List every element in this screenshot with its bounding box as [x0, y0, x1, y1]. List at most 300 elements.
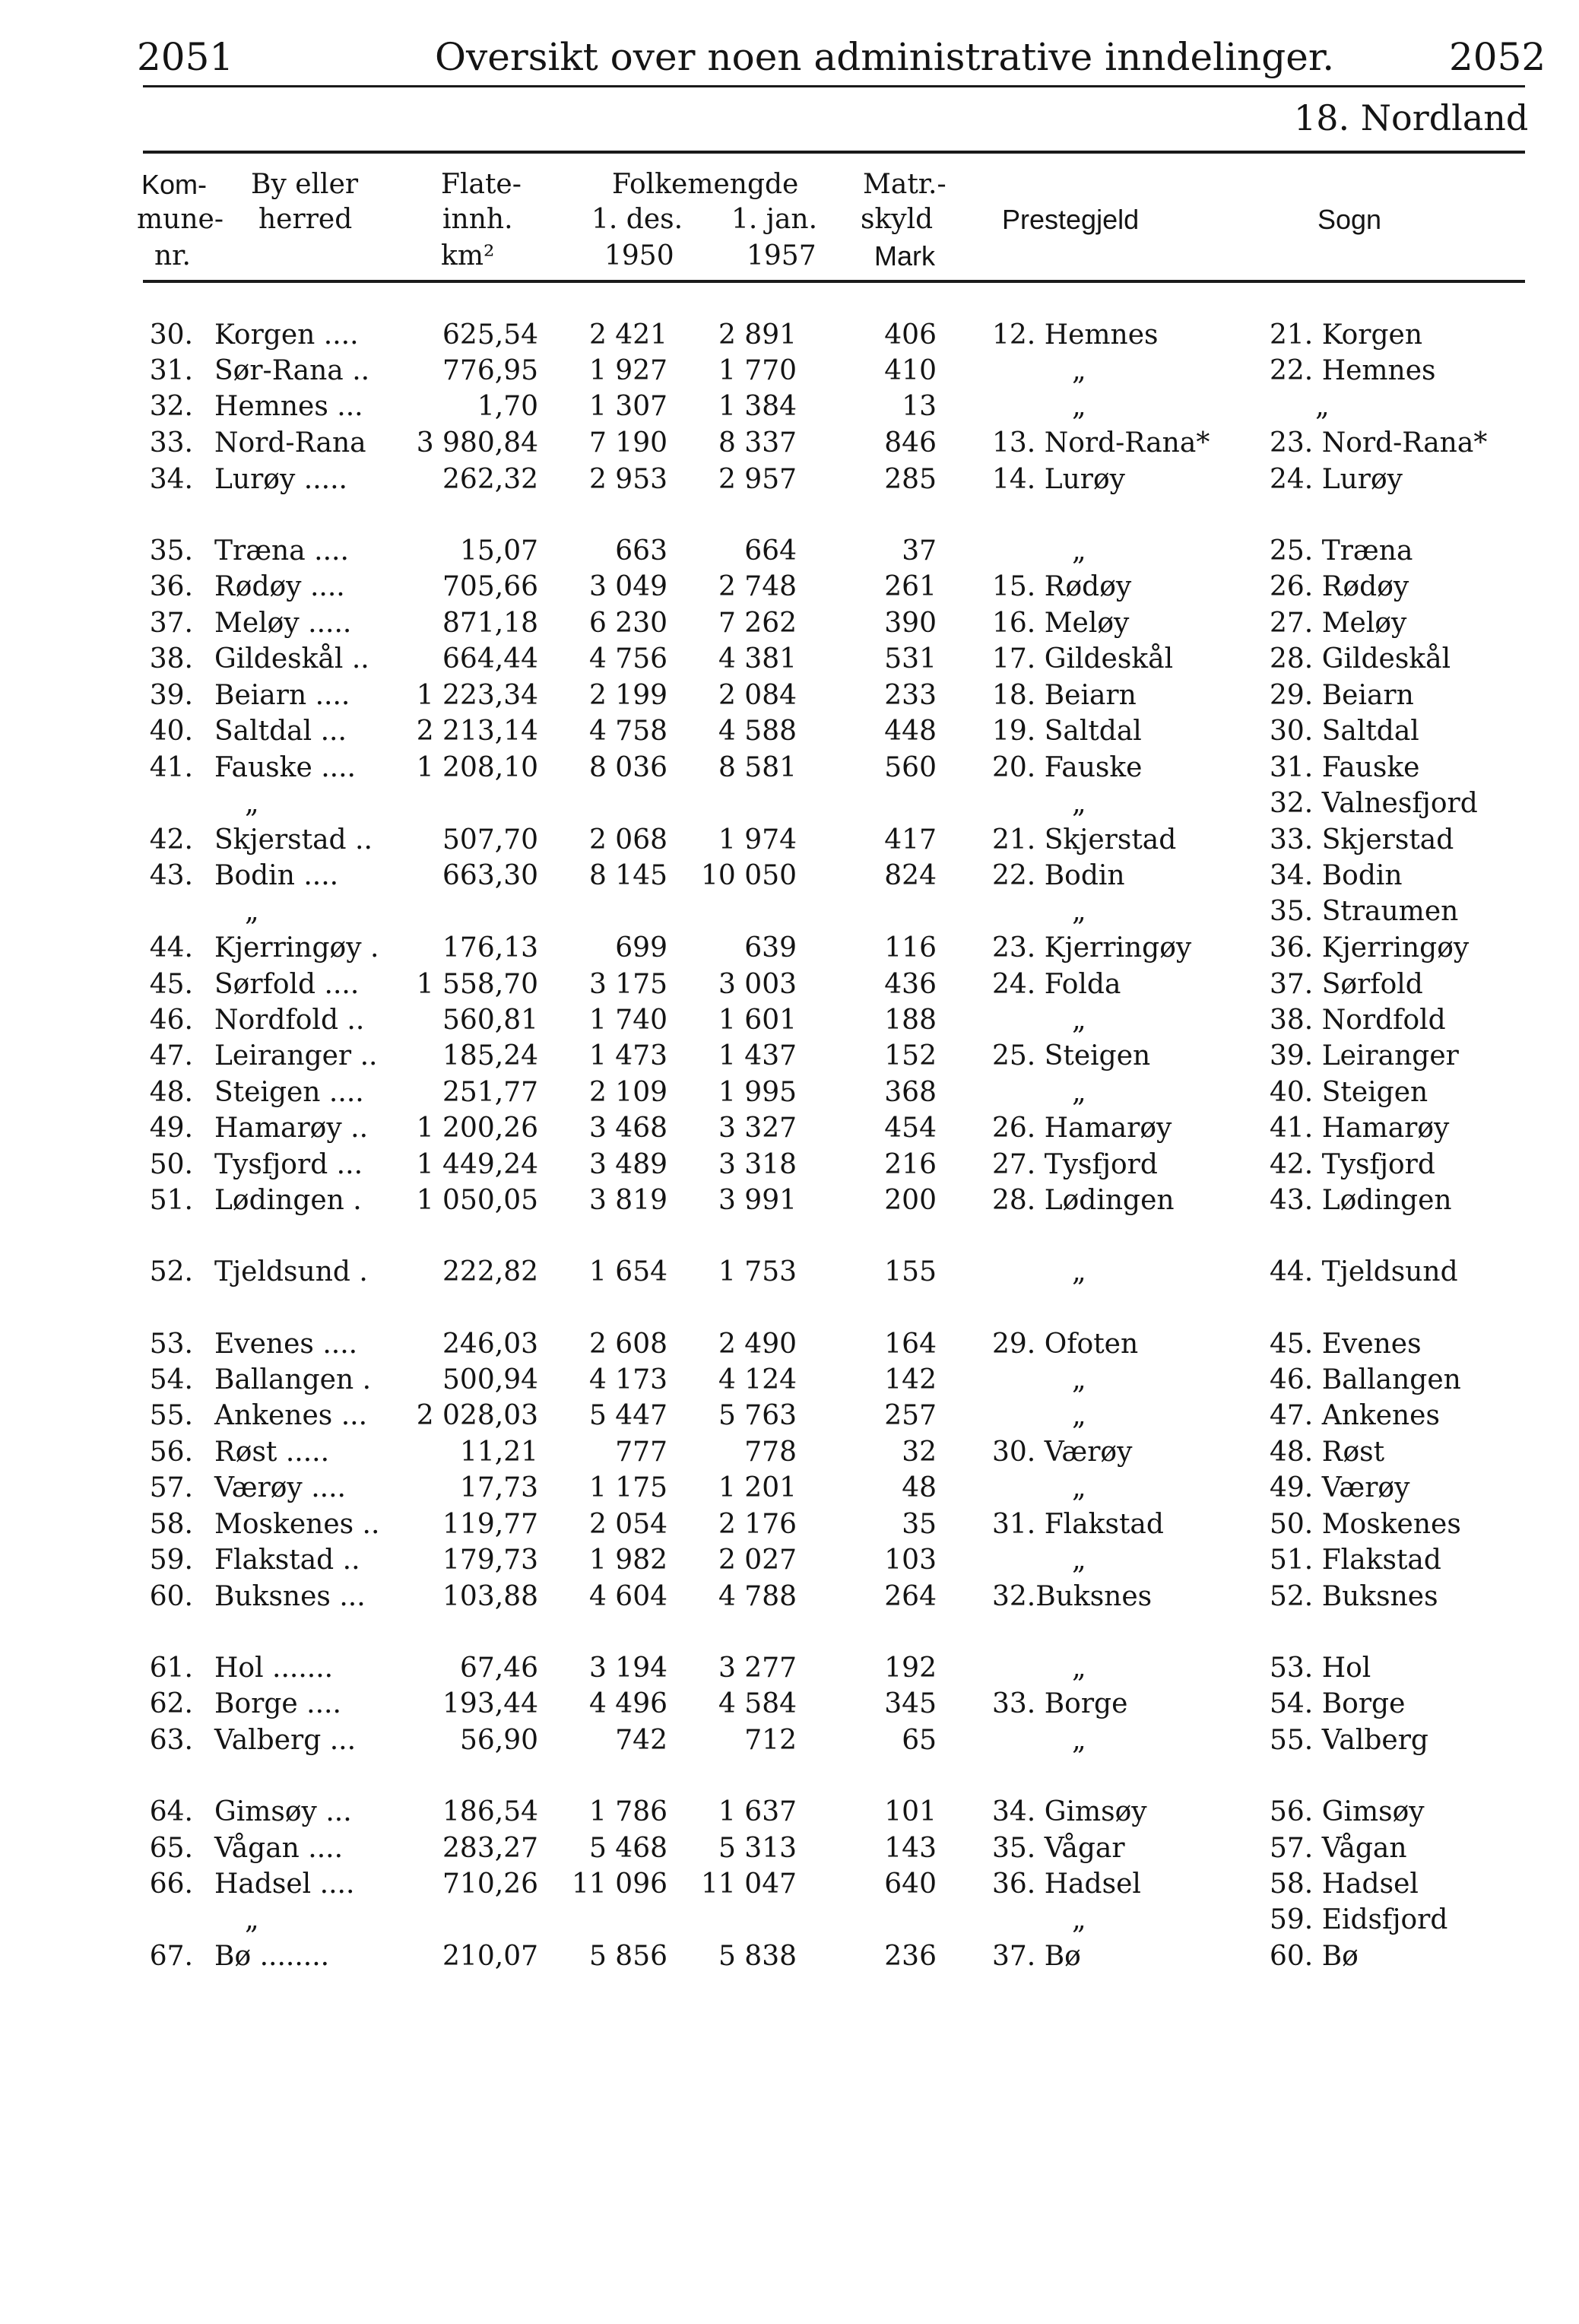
cell-name: Nord-Rana: [214, 427, 366, 459]
cell-skyld: 142: [884, 1364, 937, 1395]
cell-prest: 26. Hamarøy: [992, 1113, 1172, 1144]
cell-nr: 30.: [149, 319, 193, 351]
cell-nr: 52.: [149, 1256, 193, 1287]
cell-skyld: 824: [884, 860, 937, 891]
cell-area: 664,44: [442, 643, 538, 675]
cell-prest: 32.Buksnes: [992, 1581, 1153, 1612]
cell-area: 119,77: [442, 1509, 538, 1540]
cell-nr: 32.: [149, 391, 193, 422]
cell-prest: 23. Kjerringøy: [992, 932, 1192, 964]
cell-skyld: 200: [884, 1185, 937, 1216]
cell-sogn: 40. Steigen: [1270, 1077, 1428, 1108]
table-row: [0, 1472, 1579, 1509]
cell-prest: 27. Tysfjord: [992, 1149, 1158, 1180]
table-row: [0, 1688, 1579, 1725]
cell-prest: „: [1072, 1904, 1086, 1935]
cell-nr: 45.: [149, 969, 193, 1000]
cell-nr: 42.: [149, 824, 193, 856]
cell-skyld: 233: [884, 680, 937, 711]
cell-area: 246,03: [442, 1329, 538, 1360]
cell-name: Flakstad ..: [214, 1545, 360, 1576]
cell-skyld: 261: [884, 571, 937, 602]
cell-p1950: 8 036: [588, 752, 667, 783]
cell-skyld: 37: [902, 535, 937, 567]
cell-skyld: 192: [884, 1653, 937, 1684]
cell-sogn: 22. Hemnes: [1270, 355, 1436, 386]
cell-p1950: 6 230: [588, 608, 667, 639]
col-des-1: 1. des.: [591, 204, 683, 235]
cell-name: Ballangen .: [214, 1364, 372, 1395]
cell-prest: „: [1072, 1653, 1086, 1684]
cell-sogn: 34. Bodin: [1270, 860, 1403, 891]
cell-sogn: 25. Træna: [1270, 535, 1413, 567]
cell-skyld: 264: [884, 1581, 937, 1612]
cell-skyld: 35: [902, 1509, 937, 1540]
cell-nr: 55.: [149, 1400, 193, 1431]
cell-p1957: 8 337: [718, 427, 797, 459]
cell-prest: 35. Vågar: [992, 1833, 1125, 1864]
cell-name: Træna ....: [214, 535, 349, 567]
cell-nr: 65.: [149, 1833, 193, 1864]
cell-nr: 34.: [149, 464, 193, 495]
cell-prest: „: [1072, 1400, 1086, 1431]
cell-area: 1 558,70: [416, 969, 538, 1000]
cell-p1957: 4 788: [718, 1581, 797, 1612]
table-row: [0, 1149, 1579, 1186]
cell-area: 705,66: [442, 571, 538, 602]
cell-p1950: 1 654: [588, 1256, 667, 1287]
cell-skyld: 846: [884, 427, 937, 459]
cell-sogn: 33. Skjerstad: [1270, 824, 1454, 856]
cell-prest: 12. Hemnes: [992, 319, 1159, 351]
col-kom-2: mune-: [137, 204, 224, 235]
cell-area: 176,13: [442, 932, 538, 964]
col-kom-1: Kom-: [141, 169, 208, 200]
cell-name: Evenes ....: [214, 1329, 358, 1360]
cell-area: 560,81: [442, 1005, 538, 1036]
cell-nr: 35.: [149, 535, 193, 567]
cell-skyld: 155: [884, 1256, 937, 1287]
cell-p1950: 2 054: [588, 1509, 667, 1540]
col-jan-1: 1. jan.: [731, 204, 818, 235]
cell-p1957: 712: [744, 1725, 797, 1756]
cell-prest: 25. Steigen: [992, 1040, 1151, 1072]
cell-nr: 39.: [149, 680, 193, 711]
cell-p1957: 3 003: [718, 969, 797, 1000]
cell-skyld: 454: [884, 1113, 937, 1144]
cell-nr: 31.: [149, 355, 193, 386]
page-number-right: 2052: [1449, 35, 1546, 79]
cell-name: „: [245, 896, 259, 927]
table-row: [0, 427, 1579, 464]
cell-name: Rødøy ....: [214, 571, 345, 602]
col-matr-3: Mark: [874, 240, 935, 271]
cell-p1950: 1 175: [588, 1472, 667, 1503]
cell-sogn: 38. Nordfold: [1270, 1005, 1446, 1036]
table-top-rule: [143, 151, 1525, 154]
cell-nr: 43.: [149, 860, 193, 891]
cell-prest: 34. Gimsøy: [992, 1796, 1147, 1827]
table-row: [0, 1040, 1579, 1077]
table-row: [0, 1113, 1579, 1149]
table-row: [0, 1400, 1579, 1437]
cell-p1950: 699: [615, 932, 667, 964]
cell-p1950: 3 175: [588, 969, 667, 1000]
cell-area: 3 980,84: [416, 427, 538, 459]
cell-name: Tysfjord ...: [214, 1149, 363, 1180]
cell-sogn: 45. Evenes: [1270, 1329, 1422, 1360]
cell-p1950: 8 145: [588, 860, 667, 891]
cell-p1950: 2 953: [588, 464, 667, 495]
cell-area: 1 200,26: [416, 1113, 538, 1144]
cell-nr: 48.: [149, 1077, 193, 1108]
cell-prest: 31. Flakstad: [992, 1509, 1164, 1540]
cell-p1950: 3 489: [588, 1149, 667, 1180]
cell-p1957: 4 584: [718, 1688, 797, 1719]
col-matr-1: Matr.-: [863, 169, 946, 200]
cell-p1957: 5 838: [718, 1941, 797, 1972]
cell-p1957: 1 995: [718, 1077, 797, 1108]
cell-p1957: 3 277: [718, 1653, 797, 1684]
cell-name: Vågan ....: [214, 1833, 344, 1864]
cell-p1957: 2 490: [718, 1329, 797, 1360]
cell-area: 283,27: [442, 1833, 538, 1864]
cell-nr: 38.: [149, 643, 193, 675]
table-row: [0, 1509, 1579, 1545]
cell-prest: 37. Bø: [992, 1941, 1081, 1972]
cell-sogn: 41. Hamarøy: [1270, 1113, 1450, 1144]
cell-name: „: [245, 1904, 259, 1935]
col-flate-2: innh.: [442, 204, 513, 235]
cell-nr: 37.: [149, 608, 193, 639]
cell-sogn: 52. Buksnes: [1270, 1581, 1438, 1612]
cell-skyld: 164: [884, 1329, 937, 1360]
table-row: [0, 860, 1579, 897]
cell-p1950: 3 468: [588, 1113, 667, 1144]
cell-prest: „: [1072, 391, 1086, 422]
cell-p1957: 1 753: [718, 1256, 797, 1287]
cell-p1957: 1 974: [718, 824, 797, 856]
cell-prest: 36. Hadsel: [992, 1868, 1141, 1900]
cell-p1950: 4 604: [588, 1581, 667, 1612]
cell-nr: 41.: [149, 752, 193, 783]
cell-name: Tjeldsund .: [214, 1256, 368, 1287]
cell-p1957: 5 763: [718, 1400, 797, 1431]
table-row: [0, 1796, 1579, 1833]
cell-p1957: 11 047: [701, 1868, 797, 1900]
cell-p1957: 10 050: [701, 860, 797, 891]
cell-prest: 33. Borge: [992, 1688, 1128, 1719]
cell-p1957: 1 201: [718, 1472, 797, 1503]
cell-area: 1 208,10: [416, 752, 538, 783]
cell-sogn: 43. Lødingen: [1270, 1185, 1452, 1216]
table-row: [0, 643, 1579, 680]
cell-p1950: 4 496: [588, 1688, 667, 1719]
cell-area: 1 223,34: [416, 680, 538, 711]
cell-p1957: 1 770: [718, 355, 797, 386]
table-row: [0, 680, 1579, 716]
cell-skyld: 188: [884, 1005, 937, 1036]
cell-nr: 57.: [149, 1472, 193, 1503]
cell-nr: 49.: [149, 1113, 193, 1144]
cell-sogn: 37. Sørfold: [1270, 969, 1423, 1000]
cell-skyld: 143: [884, 1833, 937, 1864]
cell-name: Fauske ....: [214, 752, 356, 783]
cell-sogn: 58. Hadsel: [1270, 1868, 1419, 1900]
cell-name: Nordfold ..: [214, 1005, 365, 1036]
table-row: [0, 1833, 1579, 1869]
cell-nr: 46.: [149, 1005, 193, 1036]
cell-p1957: 8 581: [718, 752, 797, 783]
table-row: [0, 1904, 1579, 1941]
cell-p1950: 3 049: [588, 571, 667, 602]
cell-skyld: 236: [884, 1941, 937, 1972]
cell-sogn: 44. Tjeldsund: [1270, 1256, 1458, 1287]
cell-nr: 56.: [149, 1437, 193, 1468]
table-row: [0, 1653, 1579, 1689]
cell-p1950: 4 173: [588, 1364, 667, 1395]
cell-sogn: 36. Kjerringøy: [1270, 932, 1470, 964]
cell-prest: „: [1072, 1545, 1086, 1576]
col-kom-3: nr.: [154, 240, 191, 271]
cell-sogn: 32. Valnesfjord: [1270, 788, 1478, 819]
cell-nr: 67.: [149, 1941, 193, 1972]
table-row: [0, 1868, 1579, 1905]
cell-p1957: 3 991: [718, 1185, 797, 1216]
table-row: [0, 464, 1579, 500]
cell-area: 185,24: [442, 1040, 538, 1072]
cell-area: 17,73: [459, 1472, 538, 1503]
table-row: [0, 788, 1579, 824]
cell-sogn: 53. Hol: [1270, 1653, 1371, 1684]
table-row: [0, 608, 1579, 644]
cell-prest: „: [1072, 896, 1086, 927]
cell-nr: 62.: [149, 1688, 193, 1719]
cell-name: Buksnes ...: [214, 1581, 366, 1612]
table-row: [0, 355, 1579, 392]
cell-p1950: 3 194: [588, 1653, 667, 1684]
cell-skyld: 390: [884, 608, 937, 639]
cell-prest: 24. Folda: [992, 969, 1121, 1000]
cell-sogn: 59. Eidsfjord: [1270, 1904, 1448, 1935]
cell-nr: 47.: [149, 1040, 193, 1072]
cell-area: 210,07: [442, 1941, 538, 1972]
cell-sogn: 30. Saltdal: [1270, 716, 1419, 747]
cell-sogn: 60. Bø: [1270, 1941, 1359, 1972]
cell-prest: „: [1072, 1725, 1086, 1756]
cell-sogn: 50. Moskenes: [1270, 1509, 1461, 1540]
table-row: [0, 752, 1579, 789]
cell-name: „: [245, 788, 259, 819]
table-row: [0, 1256, 1579, 1293]
cell-p1950: 3 819: [588, 1185, 667, 1216]
table-row: [0, 1364, 1579, 1401]
cell-prest: „: [1072, 788, 1086, 819]
cell-nr: 58.: [149, 1509, 193, 1540]
cell-sogn: 46. Ballangen: [1270, 1364, 1461, 1395]
cell-skyld: 417: [884, 824, 937, 856]
cell-skyld: 285: [884, 464, 937, 495]
cell-area: 710,26: [442, 1868, 538, 1900]
cell-prest: 16. Meløy: [992, 608, 1130, 639]
cell-name: Kjerringøy .: [214, 932, 379, 964]
cell-skyld: 448: [884, 716, 937, 747]
header-rule: [143, 85, 1525, 87]
cell-name: Hol .......: [214, 1653, 334, 1684]
table-row: [0, 1581, 1579, 1618]
cell-sogn: 28. Gildeskål: [1270, 643, 1451, 675]
col-by-2: herred: [258, 204, 353, 235]
cell-name: Hamarøy ..: [214, 1113, 369, 1144]
cell-name: Meløy .....: [214, 608, 352, 639]
cell-name: Steigen ....: [214, 1077, 364, 1108]
cell-prest: 28. Lødingen: [992, 1185, 1175, 1216]
col-flate-3: km²: [441, 240, 495, 271]
cell-nr: 50.: [149, 1149, 193, 1180]
table-row: [0, 1077, 1579, 1113]
cell-prest: 14. Lurøy: [992, 464, 1126, 495]
cell-p1957: 2 176: [718, 1509, 797, 1540]
cell-skyld: 152: [884, 1040, 937, 1072]
cell-area: 222,82: [442, 1256, 538, 1287]
cell-area: 500,94: [442, 1364, 538, 1395]
cell-prest: „: [1072, 355, 1086, 386]
cell-name: Hemnes ...: [214, 391, 363, 422]
cell-sogn: 49. Værøy: [1270, 1472, 1410, 1503]
cell-name: Beiarn ....: [214, 680, 350, 711]
cell-prest: „: [1072, 535, 1086, 567]
cell-p1950: 4 758: [588, 716, 667, 747]
cell-name: Saltdal ...: [214, 716, 347, 747]
cell-sogn: 39. Leiranger: [1270, 1040, 1459, 1072]
cell-p1950: 663: [615, 535, 667, 567]
table-header-rule: [143, 280, 1525, 283]
cell-sogn: 51. Flakstad: [1270, 1545, 1441, 1576]
cell-p1950: 742: [615, 1725, 667, 1756]
col-folkemengde: Folkemengde: [612, 169, 799, 200]
cell-skyld: 101: [884, 1796, 937, 1827]
cell-sogn: 54. Borge: [1270, 1688, 1406, 1719]
cell-nr: 59.: [149, 1545, 193, 1576]
cell-sogn: 57. Vågan: [1270, 1833, 1407, 1864]
col-jan-2: 1957: [747, 240, 816, 271]
table-row: [0, 319, 1579, 356]
cell-nr: 33.: [149, 427, 193, 459]
cell-area: 776,95: [442, 355, 538, 386]
table-row: [0, 716, 1579, 752]
cell-prest: 17. Gildeskål: [992, 643, 1174, 675]
cell-sogn: 31. Fauske: [1270, 752, 1420, 783]
cell-area: 1 449,24: [416, 1149, 538, 1180]
cell-prest: 29. Ofoten: [992, 1329, 1139, 1360]
cell-prest: „: [1072, 1005, 1086, 1036]
cell-prest: „: [1072, 1472, 1086, 1503]
cell-name: Hadsel ....: [214, 1868, 355, 1900]
cell-p1950: 1 927: [588, 355, 667, 386]
table-row: [0, 1941, 1579, 1977]
cell-p1957: 664: [744, 535, 797, 567]
cell-skyld: 257: [884, 1400, 937, 1431]
cell-nr: 36.: [149, 571, 193, 602]
table-row: [0, 571, 1579, 608]
table-row: [0, 1329, 1579, 1365]
cell-prest: „: [1072, 1364, 1086, 1395]
cell-nr: 60.: [149, 1581, 193, 1612]
cell-name: Lurøy .....: [214, 464, 347, 495]
cell-name: Gimsøy ...: [214, 1796, 352, 1827]
cell-prest: 30. Værøy: [992, 1437, 1133, 1468]
cell-sogn: 56. Gimsøy: [1270, 1796, 1425, 1827]
table-row: [0, 896, 1579, 932]
cell-nr: 51.: [149, 1185, 193, 1216]
cell-name: Røst .....: [214, 1437, 330, 1468]
cell-area: 625,54: [442, 319, 538, 351]
cell-skyld: 368: [884, 1077, 937, 1108]
cell-nr: 64.: [149, 1796, 193, 1827]
cell-p1957: 2 748: [718, 571, 797, 602]
cell-skyld: 410: [884, 355, 937, 386]
cell-prest: „: [1072, 1256, 1086, 1287]
cell-p1950: 1 982: [588, 1545, 667, 1576]
cell-sogn: 21. Korgen: [1270, 319, 1423, 351]
cell-skyld: 103: [884, 1545, 937, 1576]
cell-area: 15,07: [459, 535, 538, 567]
cell-p1957: 1 384: [718, 391, 797, 422]
cell-name: Gildeskål ..: [214, 643, 369, 675]
cell-prest: 19. Saltdal: [992, 716, 1142, 747]
cell-p1957: 1 637: [718, 1796, 797, 1827]
cell-name: Borge ....: [214, 1688, 341, 1719]
cell-skyld: 436: [884, 969, 937, 1000]
table-row: [0, 824, 1579, 861]
col-sogn: Sogn: [1317, 204, 1382, 235]
cell-nr: 66.: [149, 1868, 193, 1900]
col-by-1: By eller: [251, 169, 359, 200]
cell-sogn: 47. Ankenes: [1270, 1400, 1440, 1431]
table-row: [0, 1437, 1579, 1473]
cell-prest: 15. Rødøy: [992, 571, 1132, 602]
cell-area: 179,73: [442, 1545, 538, 1576]
cell-skyld: 406: [884, 319, 937, 351]
cell-name: Bodin ....: [214, 860, 339, 891]
table-row: [0, 1725, 1579, 1761]
cell-p1950: 1 740: [588, 1005, 667, 1036]
cell-prest: 21. Skjerstad: [992, 824, 1177, 856]
cell-area: 103,88: [442, 1581, 538, 1612]
col-flate-1: Flate-: [441, 169, 522, 200]
cell-prest: „: [1072, 1077, 1086, 1108]
table-row: [0, 932, 1579, 969]
cell-area: 1,70: [477, 391, 538, 422]
cell-skyld: 531: [884, 643, 937, 675]
cell-area: 507,70: [442, 824, 538, 856]
table-row: [0, 969, 1579, 1005]
cell-p1957: 2 891: [718, 319, 797, 351]
cell-p1950: 5 468: [588, 1833, 667, 1864]
page-title: Oversikt over noen administrative inndelinger.: [435, 35, 1335, 79]
cell-skyld: 345: [884, 1688, 937, 1719]
cell-skyld: 216: [884, 1149, 937, 1180]
cell-name: Skjerstad ..: [214, 824, 373, 856]
cell-name: Korgen ....: [214, 319, 359, 351]
cell-skyld: 640: [884, 1868, 937, 1900]
col-prestegjeld: Prestegjeld: [1002, 204, 1140, 235]
cell-sogn: 26. Rødøy: [1270, 571, 1409, 602]
cell-name: Lødingen .: [214, 1185, 362, 1216]
cell-area: 663,30: [442, 860, 538, 891]
cell-nr: 53.: [149, 1329, 193, 1360]
cell-sogn: 29. Beiarn: [1270, 680, 1414, 711]
